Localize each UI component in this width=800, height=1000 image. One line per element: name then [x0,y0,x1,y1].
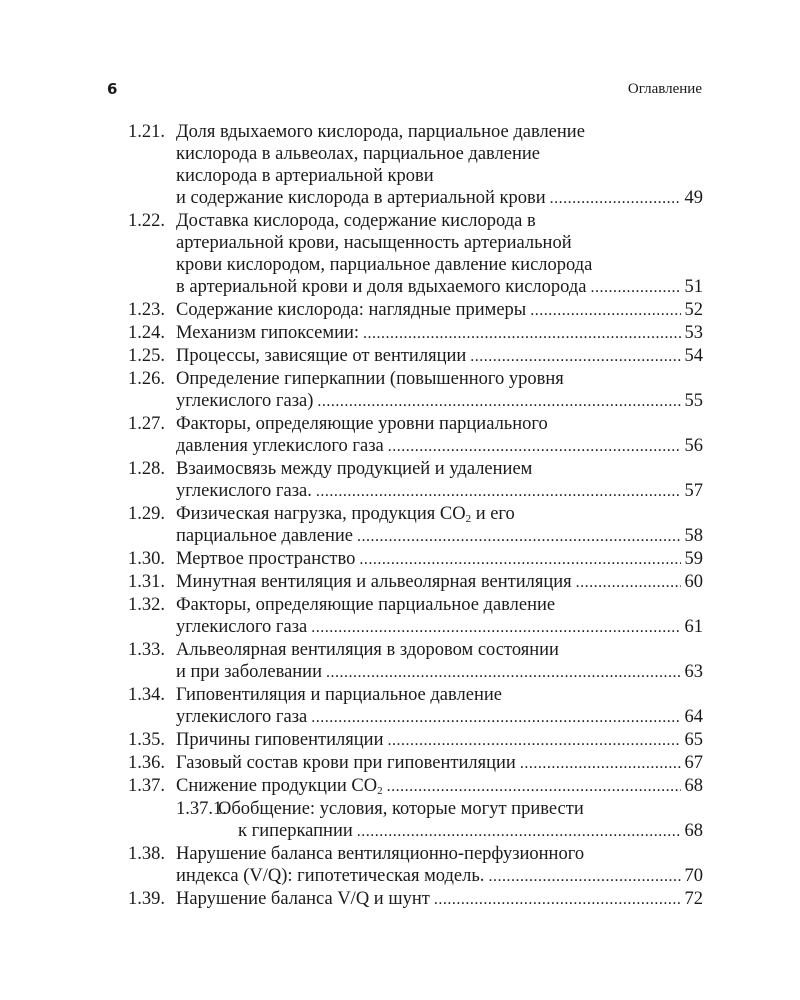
toc-entry-page: 70 [684,866,703,886]
toc-entry-title-line: Факторы, определяющие уровни парциального [176,414,548,434]
leader-dots [470,345,680,368]
toc-entry-number: 1.32. [128,595,165,615]
toc-entry-title-line: Обобщение: условия, которые могут привести [218,799,584,819]
toc-entry-page: 55 [684,391,703,411]
leader-dots [520,752,681,775]
leader-dots [359,548,680,571]
toc-entry-title-line: кислорода в артериальной крови [176,166,434,186]
toc-entry-number: 1.34. [128,685,165,705]
toc-entry-title-line: давления углекислого газа [176,436,384,456]
leader-dots [363,322,680,345]
toc-entry-title-line: Нарушение баланса вентиляционно-перфузионного [176,844,585,864]
toc-entry-title-line: к гиперкапнии [238,821,353,841]
leader-dots [311,706,680,729]
toc-entry-page: 51 [684,277,703,297]
toc-entry-number: 1.27. [128,414,165,434]
toc-entry-title-line: углекислого газа. [176,481,312,501]
toc-entry-title-line: Причины гиповентиляции [176,730,384,750]
toc-entry-number: 1.35. [128,730,165,750]
page-number: 6 [107,80,118,98]
toc-entry-title-line: Механизм гипоксемии: [176,323,360,343]
leader-dots [387,775,681,798]
toc-entry [128,413,703,458]
toc-entry [128,548,703,571]
toc-entry [128,121,703,210]
toc-entry [128,368,703,413]
toc-entry-number: 1.36. [128,753,165,773]
leader-dots [317,390,680,413]
toc-entry-title-text: Снижение продукции CO [176,776,378,796]
toc-entry-title-line: Гиповентиляция и парциальное давление [176,685,502,705]
toc-entry-title-line [176,775,383,797]
toc-entry-page: 67 [684,753,703,773]
toc-entry-title-text: и его [471,504,515,524]
toc-entry-title-line: индекса (V/Q): гипотетическая модель. [176,866,485,886]
toc-entry-page: 58 [684,526,703,546]
toc-entry-title-line: Доставка кислорода, содержание кислорода в [176,211,536,231]
toc-entry-title-line: Факторы, определяющие парциальное давление [176,595,556,615]
toc-entry-title-line: Минутная вентиляция и альвеолярная вентиляция [176,572,572,592]
leader-dots [357,820,681,843]
toc-entry-page: 60 [684,572,703,592]
toc-entry [128,458,703,503]
toc-entry [128,639,703,684]
toc-entry-title-line: парциальное давление [176,526,353,546]
leader-dots [311,616,680,639]
toc-entry-number: 1.21. [128,122,165,142]
toc-entry [128,888,703,911]
toc-entry [128,210,703,299]
leader-dots [530,299,680,322]
toc-entry-page: 68 [684,821,703,841]
toc-subentry [128,798,703,843]
toc-entry-page: 72 [684,889,703,909]
toc-entry-number: 1.37.1. [176,799,227,819]
toc-entry-number: 1.30. [128,549,165,569]
toc-entry [128,571,703,594]
toc-entry-page: 54 [684,346,703,366]
toc-entry-title-line: Доля вдыхаемого кислорода, парциальное давление [176,122,585,142]
toc-entry-title-line: Мертвое пространство [176,549,356,569]
toc-entry-title-line [176,503,703,525]
toc-entry-title-line: Определение гиперкапнии (повышенного уровня [176,369,564,389]
toc-entry [128,503,703,548]
toc-entry-title-line: артериальной крови, насыщенность артериальной [176,233,572,253]
subscript-2: 2 [465,513,472,525]
toc-entry-title-line: Газовый состав крови при гиповентиляции [176,753,516,773]
toc-entry-page: 53 [684,323,703,343]
toc-entry-title-line: Взаимосвязь между продукцией и удалением [176,459,533,479]
toc-entry-number: 1.22. [128,211,165,231]
toc-entry-number: 1.37. [128,776,165,796]
toc-entry-title-line: углекислого газа) [176,391,314,411]
toc-entry-number: 1.39. [128,889,165,909]
toc-entry-page: 49 [684,188,703,208]
toc-entry [128,729,703,752]
leader-dots [550,187,681,210]
toc-entry-page: 64 [684,707,703,727]
leader-dots [316,480,681,503]
toc-entry-page: 57 [684,481,703,501]
running-title: Оглавление [627,81,702,97]
leader-dots [388,435,681,458]
toc-entry-number: 1.26. [128,369,165,389]
toc-entry-title-line: углекислого газа [176,617,308,637]
toc-entry-title-line: Альвеолярная вентиляция в здоровом состоянии [176,640,559,660]
toc-entry-number: 1.25. [128,346,165,366]
toc-entry-number: 1.38. [128,844,165,864]
toc-entry-title-line: в артериальной крови и доля вдыхаемого кислорода [176,277,587,297]
toc-entry-page: 56 [684,436,703,456]
toc-entry [128,322,703,345]
leader-dots [576,571,681,594]
toc-entry [128,684,703,729]
toc-entry [128,299,703,322]
toc-entry-title-line: крови кислородом, парциальное давление кислорода [176,255,593,275]
subscript-2: 2 [377,785,383,797]
toc-entry-title-text: Физическая нагрузка, продукция CO [176,504,466,524]
toc-entry-title-line: и при заболевании [176,662,322,682]
toc-entry [128,345,703,368]
toc-entry-page: 59 [684,549,703,569]
leader-dots [434,888,681,911]
toc-entry-title-line: и содержание кислорода в артериальной крови [176,188,546,208]
toc-entry-number: 1.31. [128,572,165,592]
toc-entry-number: 1.33. [128,640,165,660]
leader-dots [357,525,681,548]
leader-dots [590,276,680,299]
toc-entry [128,594,703,639]
toc-entry-title-line: кислорода в альвеолах, парциальное давление [176,144,540,164]
toc-entry-number: 1.28. [128,459,165,479]
table-of-contents [128,121,703,911]
toc-entry [128,752,703,775]
toc-entry-number: 1.29. [128,504,165,524]
leader-dots [326,661,681,684]
toc-entry-page: 61 [684,617,703,637]
toc-entry-page: 65 [684,730,703,750]
toc-entry [128,843,703,888]
toc-entry-title-line: Содержание кислорода: наглядные примеры [176,300,527,320]
toc-entry-title-line: Процессы, зависящие от вентиляции [176,346,467,366]
toc-entry-number: 1.23. [128,300,165,320]
leader-dots [488,865,680,888]
toc-entry-title-line: Нарушение баланса V/Q и шунт [176,889,430,909]
leader-dots [387,729,680,752]
toc-entry-page: 68 [684,776,703,796]
toc-entry-title-line: углекислого газа [176,707,308,727]
toc-entry [128,775,703,798]
toc-entry-number: 1.24. [128,323,165,343]
toc-entry-page: 63 [684,662,703,682]
toc-entry-page: 52 [684,300,703,320]
